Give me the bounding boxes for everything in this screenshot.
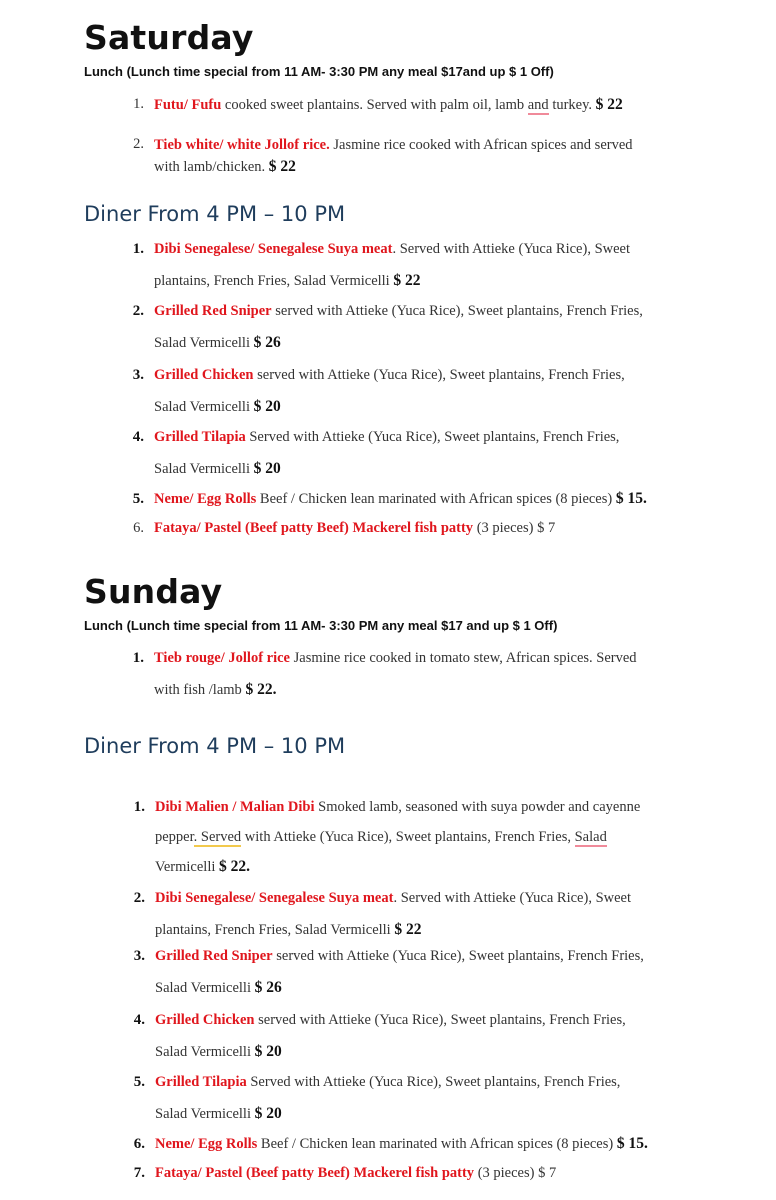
- list-number: 1.: [132, 650, 144, 666]
- dish-description-line2: Salad Vermicelli: [154, 335, 254, 351]
- menu-item-grilled-tilapia: [155, 1067, 745, 1130]
- grammar-underline: . Served: [193, 828, 242, 845]
- dish-name: Grilled Chicken: [154, 367, 254, 383]
- menu-item-tieb-white: [154, 134, 734, 178]
- dish-name: Dibi Senegalese/ Senegalese Suya meat: [155, 890, 394, 906]
- spellcheck-underline: and: [527, 97, 549, 113]
- dish-price: $ 20: [253, 398, 281, 415]
- dish-description: served with Attieke (Yuca Rice), Sweet plantains, French Fries,: [272, 948, 644, 964]
- list-number: 2.: [132, 303, 144, 319]
- dish-name: Neme/ Egg Rolls: [155, 1136, 258, 1152]
- dish-description: Smoked lamb, seasoned with suya powder and cayenne: [314, 799, 641, 815]
- dish-name: Dibi Malien / Malian Dibi: [155, 799, 315, 815]
- dish-name: Grilled Tilapia: [155, 1074, 247, 1090]
- dish-price: $ 22: [393, 272, 421, 289]
- menu-item-dibi-senegalese: [154, 234, 734, 297]
- sunday-title: Sunday: [84, 572, 223, 611]
- dish-price: $ 22.: [219, 858, 251, 875]
- dish-description: Served with Attieke (Yuca Rice), Sweet plantains, French Fries,: [246, 1074, 621, 1090]
- dish-name: Tieb white/ white Jollof rice.: [154, 137, 330, 153]
- menu-item-dibi-senegalese: [155, 883, 745, 946]
- menu-item-grilled-chicken: [154, 360, 734, 423]
- list-number: 2.: [133, 136, 144, 152]
- dish-price: $ 7: [537, 520, 556, 536]
- dish-name: Grilled Tilapia: [154, 429, 246, 445]
- dish-description-line2: Salad Vermicelli: [155, 980, 255, 996]
- dish-description: (3 pieces): [474, 1165, 539, 1181]
- dish-description-line2: Salad Vermicelli: [154, 461, 254, 477]
- dish-description: . Served with Attieke (Yuca Rice), Sweet: [393, 890, 632, 906]
- dish-description-line2: Salad Vermicelli: [154, 399, 254, 415]
- dish-description: . Served with Attieke (Yuca Rice), Sweet: [392, 241, 631, 257]
- dish-name: Grilled Red Sniper: [155, 948, 273, 964]
- dish-description: Beef / Chicken lean marinated with African spices (8 pieces): [256, 491, 616, 507]
- dish-description: Beef / Chicken lean marinated with African spices (8 pieces): [257, 1136, 617, 1152]
- dish-name: Dibi Senegalese/ Senegalese Suya meat: [154, 241, 393, 257]
- list-number: 4.: [132, 429, 144, 445]
- dish-description: cooked sweet plantains. Served with palm oil, lamb: [221, 97, 528, 113]
- menu-item-grilled-tilapia: [154, 422, 734, 485]
- dish-price: $ 20: [253, 460, 281, 477]
- saturday-diner-heading: Diner From 4 PM – 10 PM: [84, 202, 346, 226]
- dish-description-line2: with fish /lamb: [154, 682, 246, 698]
- menu-item-tieb-rouge: [154, 643, 734, 706]
- list-number: 2.: [133, 890, 145, 906]
- dish-price: $ 22: [595, 96, 623, 113]
- dish-description-line2: pepper: [155, 828, 194, 845]
- list-number: 5.: [133, 1074, 145, 1090]
- sunday-lunch-note: Lunch (Lunch time special from 11 AM- 3:30 PM any meal $17 and up $ 1 Off): [84, 618, 558, 633]
- dish-description-line2: Salad Vermicelli: [155, 1106, 255, 1122]
- dish-description: Served with Attieke (Yuca Rice), Sweet plantains, French Fries,: [245, 429, 620, 445]
- menu-item-grilled-red-sniper: [155, 941, 745, 1004]
- dish-description-line2: plantains, French Fries, Salad Vermicelli: [154, 273, 394, 289]
- list-number: 1.: [133, 96, 144, 112]
- list-number: 3.: [133, 948, 145, 964]
- menu-item-neme-egg-rolls: [154, 488, 754, 510]
- dish-description: served with Attieke (Yuca Rice), Sweet plantains, French Fries,: [271, 303, 643, 319]
- saturday-title: Saturday: [84, 18, 254, 57]
- list-number: 6.: [133, 520, 144, 536]
- list-number: 6.: [133, 1136, 145, 1152]
- dish-price: $ 20: [254, 1105, 282, 1122]
- menu-item-neme-egg-rolls: [155, 1133, 755, 1155]
- dish-price: $ 15.: [616, 1135, 648, 1152]
- dish-name: Neme/ Egg Rolls: [154, 491, 257, 507]
- dish-description-line2-cont: with Attieke (Yuca Rice), Sweet plantains, French Fries,: [241, 828, 575, 845]
- menu-item-grilled-red-sniper: [154, 296, 734, 359]
- dish-description-end: turkey.: [548, 97, 596, 113]
- dish-price: $ 26: [254, 979, 282, 996]
- dish-name: Futu/ Fufu: [154, 97, 222, 113]
- sunday-diner-heading: Diner From 4 PM – 10 PM: [84, 734, 346, 758]
- dish-price: $ 15.: [615, 490, 647, 507]
- dish-price: $ 26: [253, 334, 281, 351]
- dish-name: Grilled Red Sniper: [154, 303, 272, 319]
- list-number: 1.: [133, 799, 145, 815]
- spellcheck-underline: Salad: [574, 828, 607, 845]
- list-number: 1.: [132, 241, 144, 257]
- dish-price: $ 7: [538, 1165, 557, 1181]
- menu-item-fataya-pastel: [154, 517, 754, 539]
- dish-price: $ 22.: [245, 681, 277, 698]
- menu-item-futu-fufu: [154, 94, 734, 116]
- dish-name: Fataya/ Pastel (Beef patty Beef) Mackerel fish patty: [155, 1165, 475, 1181]
- dish-description: Jasmine rice cooked in tomato stew, African spices. Served: [290, 650, 637, 666]
- dish-name: Fataya/ Pastel (Beef patty Beef) Mackerel fish patty: [154, 520, 474, 536]
- dish-description-line2: plantains, French Fries, Salad Vermicelli: [155, 922, 395, 938]
- dish-description: (3 pieces): [473, 520, 538, 536]
- dish-price: $ 22: [268, 158, 296, 175]
- menu-item-dibi-malien: [155, 793, 745, 883]
- list-number: 5.: [132, 491, 144, 507]
- dish-name: Grilled Chicken: [155, 1012, 255, 1028]
- list-number: 4.: [133, 1012, 145, 1028]
- dish-price: $ 22: [394, 921, 422, 938]
- list-number: 3.: [132, 367, 144, 383]
- saturday-lunch-note: Lunch (Lunch time special from 11 AM- 3:30 PM any meal $17and up $ 1 Off): [84, 64, 554, 79]
- dish-description-line2: Salad Vermicelli: [155, 1044, 255, 1060]
- menu-item-grilled-chicken: [155, 1005, 745, 1068]
- dish-description: served with Attieke (Yuca Rice), Sweet plantains, French Fries,: [254, 1012, 626, 1028]
- dish-description-line3: Vermicelli: [155, 859, 220, 875]
- dish-description-line2: with lamb/chicken.: [154, 159, 269, 175]
- dish-description: served with Attieke (Yuca Rice), Sweet plantains, French Fries,: [253, 367, 625, 383]
- dish-description: Jasmine rice cooked with African spices and served: [329, 137, 633, 153]
- dish-price: $ 20: [254, 1043, 282, 1060]
- menu-item-fataya-pastel: [155, 1162, 755, 1184]
- dish-name: Tieb rouge/ Jollof rice: [154, 650, 290, 666]
- list-number: 7.: [133, 1165, 145, 1181]
